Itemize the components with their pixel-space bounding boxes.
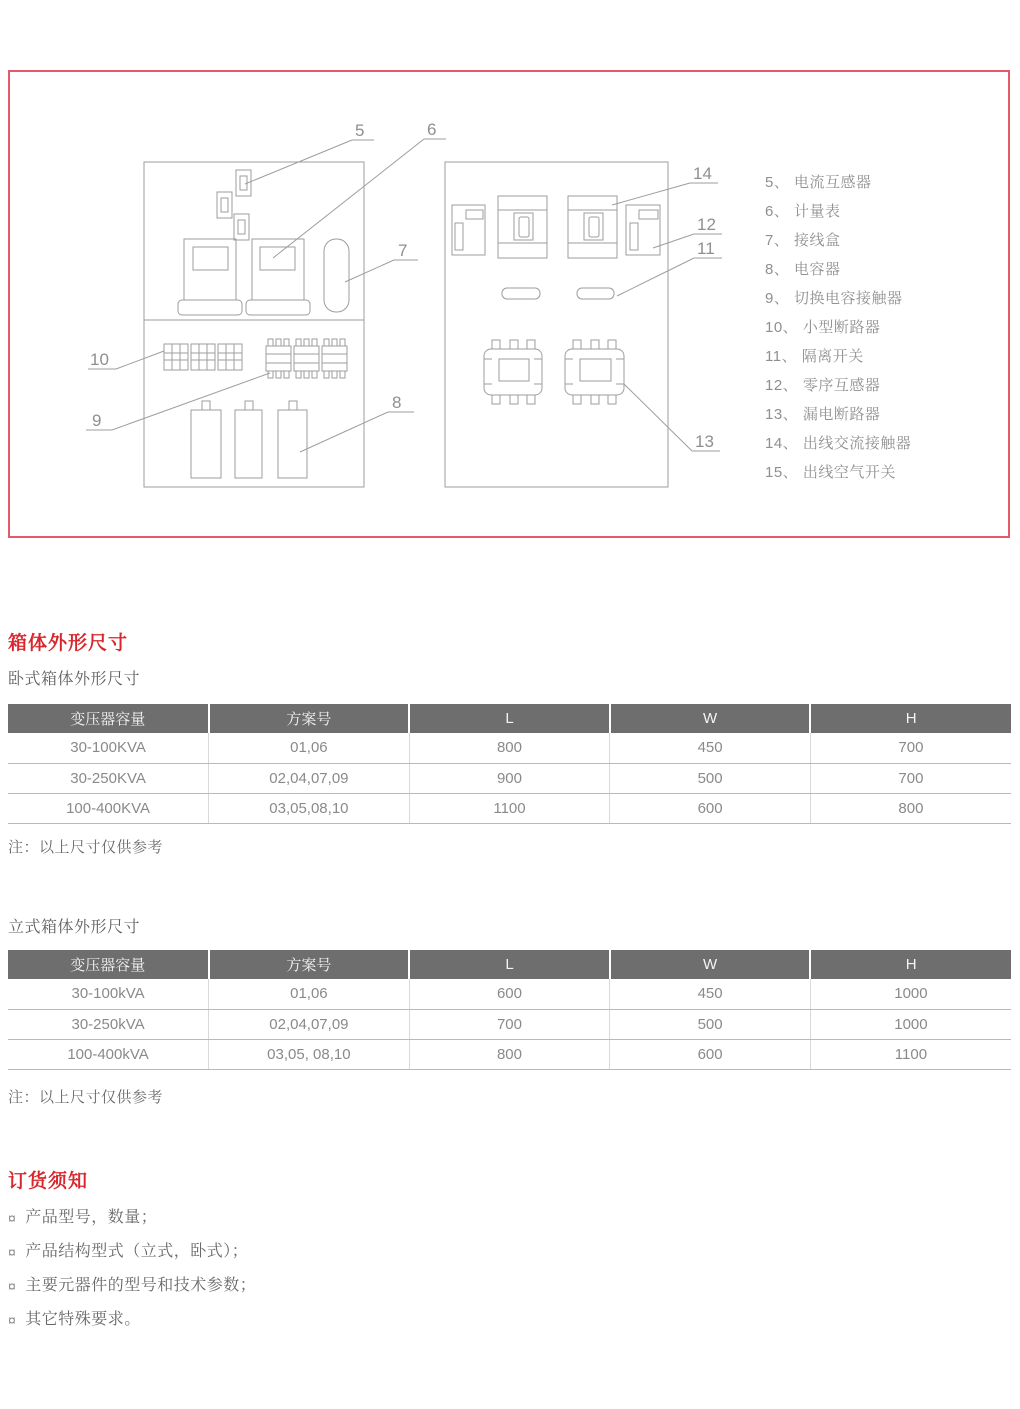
table-cell: 30-100KVA bbox=[8, 733, 209, 763]
table-cell: 100-400KVA bbox=[8, 793, 209, 823]
table-cell: 1100 bbox=[409, 793, 610, 823]
meter-units bbox=[178, 239, 310, 315]
right-cabinet-drawing bbox=[445, 162, 668, 487]
air-switch-left bbox=[452, 205, 485, 255]
callout-8: 8 bbox=[392, 393, 402, 412]
table-row bbox=[8, 733, 1011, 763]
header-cell: W bbox=[610, 950, 811, 979]
legend-item: 14、 出线交流接触器 bbox=[765, 435, 912, 452]
table-cell: 500 bbox=[610, 1009, 811, 1039]
table-cell: 600 bbox=[409, 979, 610, 1009]
legend-item: 7、 接线盒 bbox=[765, 232, 841, 249]
callout-11: 11 bbox=[697, 239, 715, 258]
list-item-text: 其它特殊要求。 bbox=[25, 1311, 141, 1328]
table-cell: 30-250kVA bbox=[8, 1009, 209, 1039]
vertical-dimensions-table bbox=[8, 950, 1011, 1070]
legend-item: 12、 零序互感器 bbox=[765, 377, 881, 394]
callout-12: 12 bbox=[697, 215, 716, 234]
legend-item: 6、 计量表 bbox=[765, 203, 841, 220]
table-cell: 800 bbox=[409, 733, 610, 763]
ordering-notes-list bbox=[8, 1208, 256, 1344]
table-cell: 02,04,07,09 bbox=[209, 763, 410, 793]
table-cell: 1000 bbox=[810, 979, 1011, 1009]
bullet-icon: ¤ bbox=[8, 1312, 17, 1328]
section-title-dimensions: 箱体外形尺寸 bbox=[8, 633, 129, 654]
legend-item: 11、 隔离开关 bbox=[765, 348, 864, 365]
diagram-panel bbox=[8, 70, 1010, 538]
capacitor-contactors bbox=[266, 339, 347, 378]
table-cell: 01,06 bbox=[209, 979, 410, 1009]
header-cell: H bbox=[810, 704, 1011, 733]
list-item-text: 主要元器件的型号和技术参数； bbox=[25, 1277, 257, 1294]
table-cell: 700 bbox=[810, 733, 1011, 763]
table-row bbox=[8, 793, 1011, 823]
callout-14: 14 bbox=[693, 164, 712, 183]
table-cell: 600 bbox=[610, 1039, 811, 1069]
table-cell: 02,04,07,09 bbox=[209, 1009, 410, 1039]
header-cell: L bbox=[409, 950, 610, 979]
legend-item: 13、 漏电断路器 bbox=[765, 406, 881, 423]
table-cell: 700 bbox=[409, 1009, 610, 1039]
callout-10: 10 bbox=[90, 350, 109, 369]
horizontal-dimensions-table bbox=[8, 704, 1011, 824]
leakage-breakers bbox=[484, 340, 624, 404]
table-cell: 800 bbox=[409, 1039, 610, 1069]
list-item-text: 产品型号，数量； bbox=[25, 1209, 158, 1226]
callout-13: 13 bbox=[695, 432, 714, 451]
callout-leaders bbox=[86, 139, 722, 452]
capacitors bbox=[191, 401, 307, 478]
table-cell: 450 bbox=[610, 733, 811, 763]
bullet-icon: ¤ bbox=[8, 1210, 17, 1226]
list-item bbox=[8, 1310, 256, 1330]
table-cell: 01,06 bbox=[209, 733, 410, 763]
header-cell: 变压器容量 bbox=[8, 950, 209, 979]
list-item bbox=[8, 1242, 256, 1262]
callout-7: 7 bbox=[398, 241, 408, 260]
table-header-row bbox=[8, 704, 1011, 733]
legend-item: 8、 电容器 bbox=[765, 261, 841, 278]
horizontal-table-subtitle: 卧式箱体外形尺寸 bbox=[8, 671, 141, 688]
vertical-table-subtitle: 立式箱体外形尺寸 bbox=[8, 919, 141, 936]
list-item-text: 产品结构型式（立式，卧式）； bbox=[25, 1243, 249, 1260]
callout-6: 6 bbox=[427, 120, 437, 139]
callout-9: 9 bbox=[92, 411, 102, 430]
table-cell: 700 bbox=[810, 763, 1011, 793]
table-cell: 30-100kVA bbox=[8, 979, 209, 1009]
bullet-icon: ¤ bbox=[8, 1278, 17, 1294]
section-title-ordering: 订货须知 bbox=[8, 1171, 89, 1192]
component-legend bbox=[765, 168, 1000, 487]
header-cell: 方案号 bbox=[209, 704, 410, 733]
table-row bbox=[8, 979, 1011, 1009]
callout-5: 5 bbox=[355, 121, 365, 140]
legend-item: 10、 小型断路器 bbox=[765, 319, 881, 336]
header-cell: 变压器容量 bbox=[8, 704, 209, 733]
table-cell: 1100 bbox=[810, 1039, 1011, 1069]
list-item bbox=[8, 1276, 256, 1296]
header-cell: 方案号 bbox=[209, 950, 410, 979]
table-cell: 03,05,08,10 bbox=[209, 793, 410, 823]
header-cell: L bbox=[409, 704, 610, 733]
table-row bbox=[8, 1009, 1011, 1039]
table-row bbox=[8, 763, 1011, 793]
vertical-table-note: 注：以上尺寸仅供参考 bbox=[8, 1089, 164, 1106]
table-cell: 500 bbox=[610, 763, 811, 793]
table-header-row bbox=[8, 950, 1011, 979]
header-cell: W bbox=[610, 704, 811, 733]
legend-item: 5、 电流互感器 bbox=[765, 174, 872, 191]
header-cell: H bbox=[810, 950, 1011, 979]
bullet-icon: ¤ bbox=[8, 1244, 17, 1260]
mini-circuit-breakers bbox=[164, 344, 242, 370]
table-cell: 800 bbox=[810, 793, 1011, 823]
isolating-switches bbox=[502, 288, 614, 299]
list-item bbox=[8, 1208, 256, 1228]
legend-item: 15、 出线空气开关 bbox=[765, 464, 896, 481]
horizontal-table-note: 注：以上尺寸仅供参考 bbox=[8, 839, 164, 856]
junction-box bbox=[324, 239, 349, 312]
table-row bbox=[8, 1039, 1011, 1069]
table-cell: 1000 bbox=[810, 1009, 1011, 1039]
table-cell: 450 bbox=[610, 979, 811, 1009]
table-cell: 30-250KVA bbox=[8, 763, 209, 793]
table-cell: 900 bbox=[409, 763, 610, 793]
outgoing-contactor-units bbox=[498, 196, 617, 258]
legend-item: 9、 切换电容接触器 bbox=[765, 290, 903, 307]
table-cell: 600 bbox=[610, 793, 811, 823]
table-cell: 03,05, 08,10 bbox=[209, 1039, 410, 1069]
current-transformers bbox=[217, 170, 251, 240]
table-cell: 100-400kVA bbox=[8, 1039, 209, 1069]
